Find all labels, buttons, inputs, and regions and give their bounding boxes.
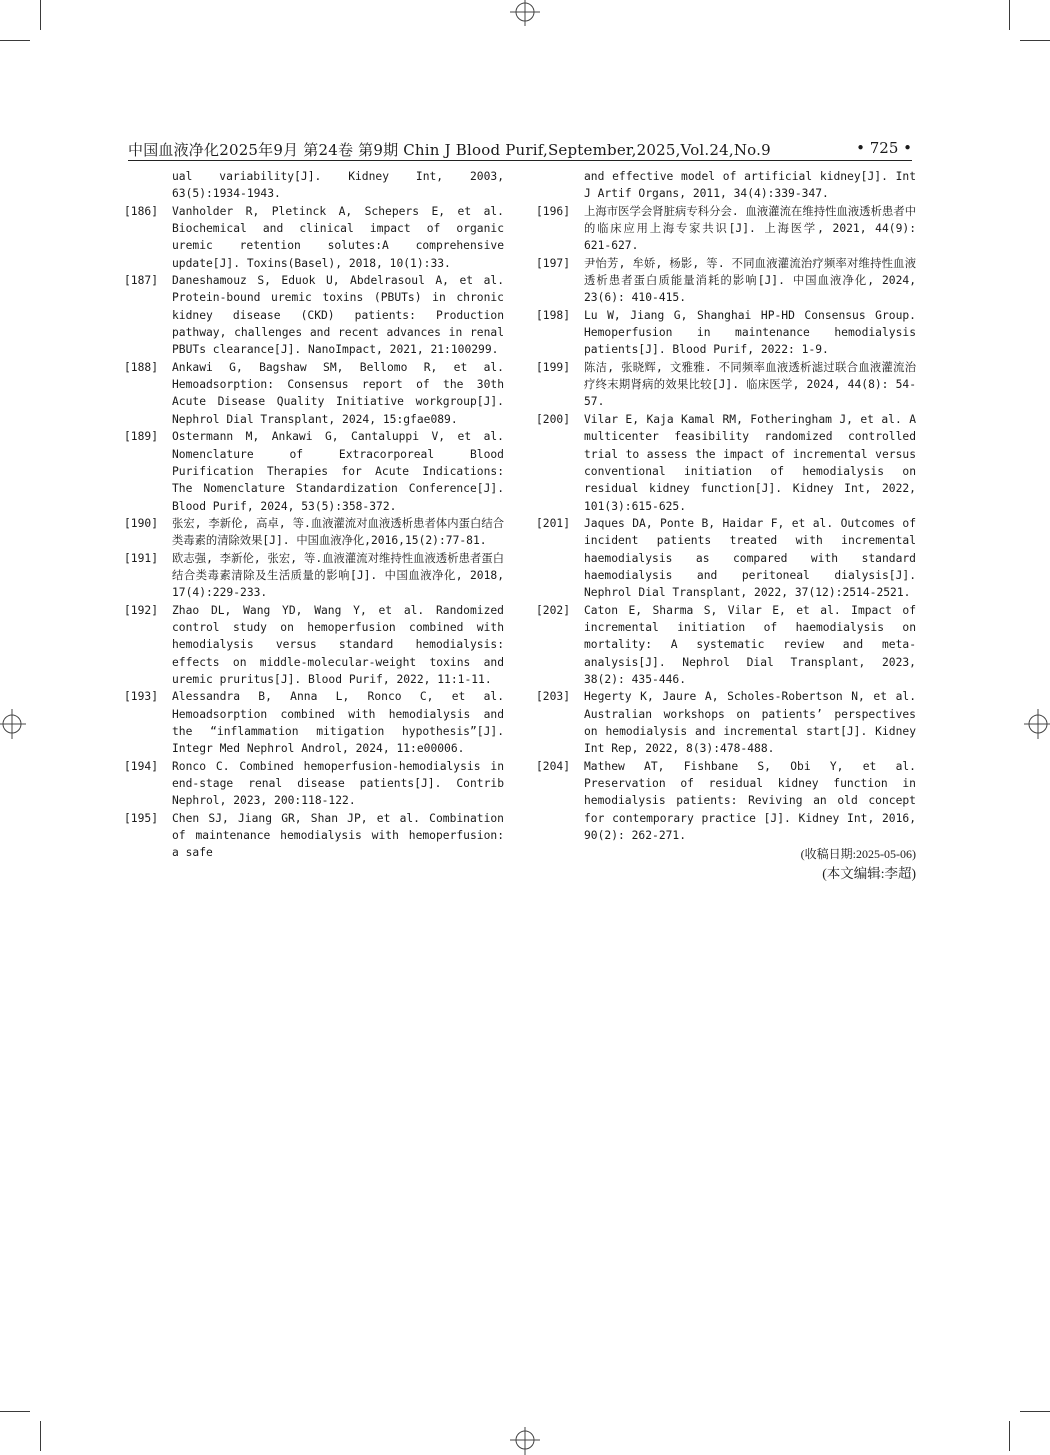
reference-number: [191] <box>124 551 159 565</box>
reference-text: 欧志强, 李新伦, 张宏, 等.血液灌流对维持性血液透析患者蛋白结合类毒素清除及生活质量的影响[J]. 中国血液净化, 2018, 17(4):229-233. <box>172 551 504 600</box>
reference-text: Chen SJ, Jiang GR, Shan JP, et al. Combination of maintenance hemodialysis with hemoperfusion: a safe <box>172 811 504 860</box>
reference-text: Daneshamouz S, Eduok U, Abdelrasoul A, et al. Protein-bound uremic toxins (PBUTs) in chronic kidney disease (CKD) patients: Production pathway, challenges and recent advances in renal PBUTs clearance[J]. NanoImpact, 2021, 21:100299. <box>172 274 504 357</box>
reference-text: Vanholder R, Pletinck A, Schepers E, et al. Biochemical and clinical impact of organic uremic retention solutes:A comprehensive update[J]. Toxins(Basel), 2018, 10(1):33. <box>172 204 504 270</box>
crop-mark <box>40 1421 41 1451</box>
reference-number: [193] <box>124 690 159 704</box>
reference-entry <box>536 602 916 689</box>
reference-entry <box>536 203 916 255</box>
reference-entry <box>124 515 504 550</box>
reference-entry <box>124 359 504 428</box>
reference-entry <box>536 255 916 307</box>
reference-number: [187] <box>124 274 159 288</box>
reference-text: Ankawi G, Bagshaw SM, Bellomo R, et al. Hemoadsorption: Consensus report of the 30th Acute Disease Quality Initiative workgroup[J]. Nephrol Dial Transplant, 2024, 15:gfae089. <box>172 360 504 426</box>
received-date: (收稿日期:2025-05-06) <box>800 847 916 862</box>
reference-number: [189] <box>124 430 159 444</box>
reference-number: [194] <box>124 759 159 773</box>
running-header <box>128 139 912 161</box>
reference-entry <box>124 810 504 862</box>
reference-text: 张宏, 李新伦, 高卓, 等.血液灌流对血液透析患者体内蛋白结合类毒素的清除效果[J]. 中国血液净化,2016,15(2):77-81. <box>172 516 504 548</box>
reference-entry <box>124 550 504 602</box>
crop-mark <box>0 1411 30 1412</box>
reference-number: [195] <box>124 811 159 825</box>
reference-text: 上海市医学会肾脏病专科分会. 血液灌流在维持性血液透析患者中的临床应用上海专家共识[J]. 上海医学, 2021, 44(9): 621-627. <box>584 204 916 253</box>
crop-mark <box>1009 1421 1010 1451</box>
reference-number: [202] <box>536 603 571 617</box>
reference-text: Alessandra B, Anna L, Ronco C, et al. Hemoadsorption combined with hemodialysis and the “inflammation mitigation hypothesis”[J]. Integr Med Nephrol Androl, 2024, 11:e00006. <box>172 690 504 756</box>
reference-text: Vilar E, Kaja Kamal RM, Fotheringham J, et al. A multicenter feasibility randomized controlled trial to assess the impact of incremental versus conventional initiation of hemodialysis on residual kidney function[J]. Kidney Int, 2022, 101(3):615-625. <box>584 412 916 513</box>
crop-mark <box>1020 40 1050 41</box>
reference-entry <box>536 307 916 359</box>
reference-number: [190] <box>124 516 159 530</box>
editor-credit: (本文编辑:李超) <box>822 865 916 881</box>
reference-text: 陈洁, 张晓辉, 文雅雅. 不同频率血液透析滤过联合血液灌流治疗终末期肾病的效果比较[J]. 临床医学, 2024, 44(8): 54-57. <box>584 360 916 409</box>
registration-mark-icon <box>510 0 540 30</box>
reference-entry <box>536 515 916 602</box>
page-number: • 725 • <box>856 139 912 157</box>
reference-column-right <box>536 168 916 882</box>
reference-text: 尹怡芳, 牟娇, 杨影, 等. 不同血液灌流治疗频率对维持性血液透析患者蛋白质能量消耗的影响[J]. 中国血液净化, 2024, 23(6): 410-415. <box>584 256 916 305</box>
header-rule <box>128 160 912 161</box>
reference-number: [198] <box>536 308 571 322</box>
reference-number: [200] <box>536 412 571 426</box>
reference-list <box>124 203 504 862</box>
reference-text: Mathew AT, Fishbane S, Obi Y, et al. Preservation of residual kidney function in hemodialysis patients: Reviving an old concept for contemporary practice [J]. Kidney Int, 2016, 90(2): 262-271. <box>584 759 916 843</box>
reference-text: Ronco C. Combined hemoperfusion-hemodialysis in end-stage renal disease patients[J]. Contrib Nephrol, 2023, 200:118-122. <box>172 759 504 808</box>
reference-text: Lu W, Jiang G, Shanghai HP-HD Consensus Group. Hemoperfusion in maintenance hemodialysis patients[J]. Blood Purif, 2022: 1-9. <box>584 308 916 357</box>
reference-entry <box>536 359 916 411</box>
reference-entry <box>536 688 916 757</box>
reference-list <box>536 203 916 845</box>
reference-number: [199] <box>536 360 571 374</box>
reference-entry <box>124 602 504 689</box>
crop-mark <box>1020 1411 1050 1412</box>
reference-entry <box>536 411 916 515</box>
crop-mark <box>1009 0 1010 30</box>
reference-text: Jaques DA, Ponte B, Haidar F, et al. Outcomes of incident patients treated with incremental haemodialysis as compared with standard haemodialysis and peritoneal dialysis[J]. Nephrol Dial Transplant, 2022, 37(12):2514-2521. <box>584 516 916 600</box>
reference-entry <box>124 758 504 810</box>
reference-number: [186] <box>124 204 159 218</box>
reference-entry <box>124 272 504 359</box>
reference-entry <box>124 203 504 272</box>
registration-mark-icon <box>0 709 30 739</box>
crop-mark <box>0 40 30 41</box>
reference-continuation: and effective model of artificial kidney[J]. Int J Artif Organs, 2011, 34(4):339-347. <box>584 170 916 201</box>
journal-citation: 中国血液净化2025年9月 第24卷 第9期 Chin J Blood Purif,September,2025,Vol.24,No.9 <box>128 141 771 159</box>
registration-mark-icon <box>1020 709 1050 739</box>
reference-text: Hegerty K, Jaure A, Scholes-Robertson N, et al. Australian workshops on patients’ perspectives on hemodialysis and incremental start[J]. Kidney Int Rep, 2022, 8(3):478-488. <box>584 690 916 756</box>
reference-text: Caton E, Sharma S, Vilar E, et al. Impact of incremental initiation of haemodialysis on mortality: A systematic review and meta-analysis[J]. Nephrol Dial Transplant, 2023, 38(2): 435-446. <box>584 603 916 686</box>
reference-entry <box>124 428 504 515</box>
reference-entry <box>536 758 916 845</box>
reference-number: [203] <box>536 690 571 704</box>
reference-number: [196] <box>536 204 571 218</box>
reference-number: [201] <box>536 516 571 530</box>
reference-number: [204] <box>536 759 571 773</box>
reference-number: [197] <box>536 256 571 270</box>
reference-continuation: ual variability[J]. Kidney Int, 2003, 63(5):1934-1943. <box>172 170 504 201</box>
reference-number: [192] <box>124 603 159 617</box>
crop-mark <box>40 0 41 30</box>
reference-number: [188] <box>124 360 159 374</box>
reference-text: Zhao DL, Wang YD, Wang Y, et al. Randomized control study on hemoperfusion combined with hemodialysis versus standard hemodialysis: effects on middle-molecular-weight toxins and uremic pruritus[J]. Blood Purif, 2022, 11:1-11. <box>172 603 504 686</box>
reference-entry <box>124 688 504 757</box>
reference-column-left <box>124 168 504 862</box>
reference-text: Ostermann M, Ankawi G, Cantaluppi V, et al. Nomenclature of Extracorporeal Blood Purification Therapies for Acute Indications: The Nomenclature Standardization Conference[J]. Blood Purif, 2024, 53(5):358-372. <box>172 430 504 513</box>
